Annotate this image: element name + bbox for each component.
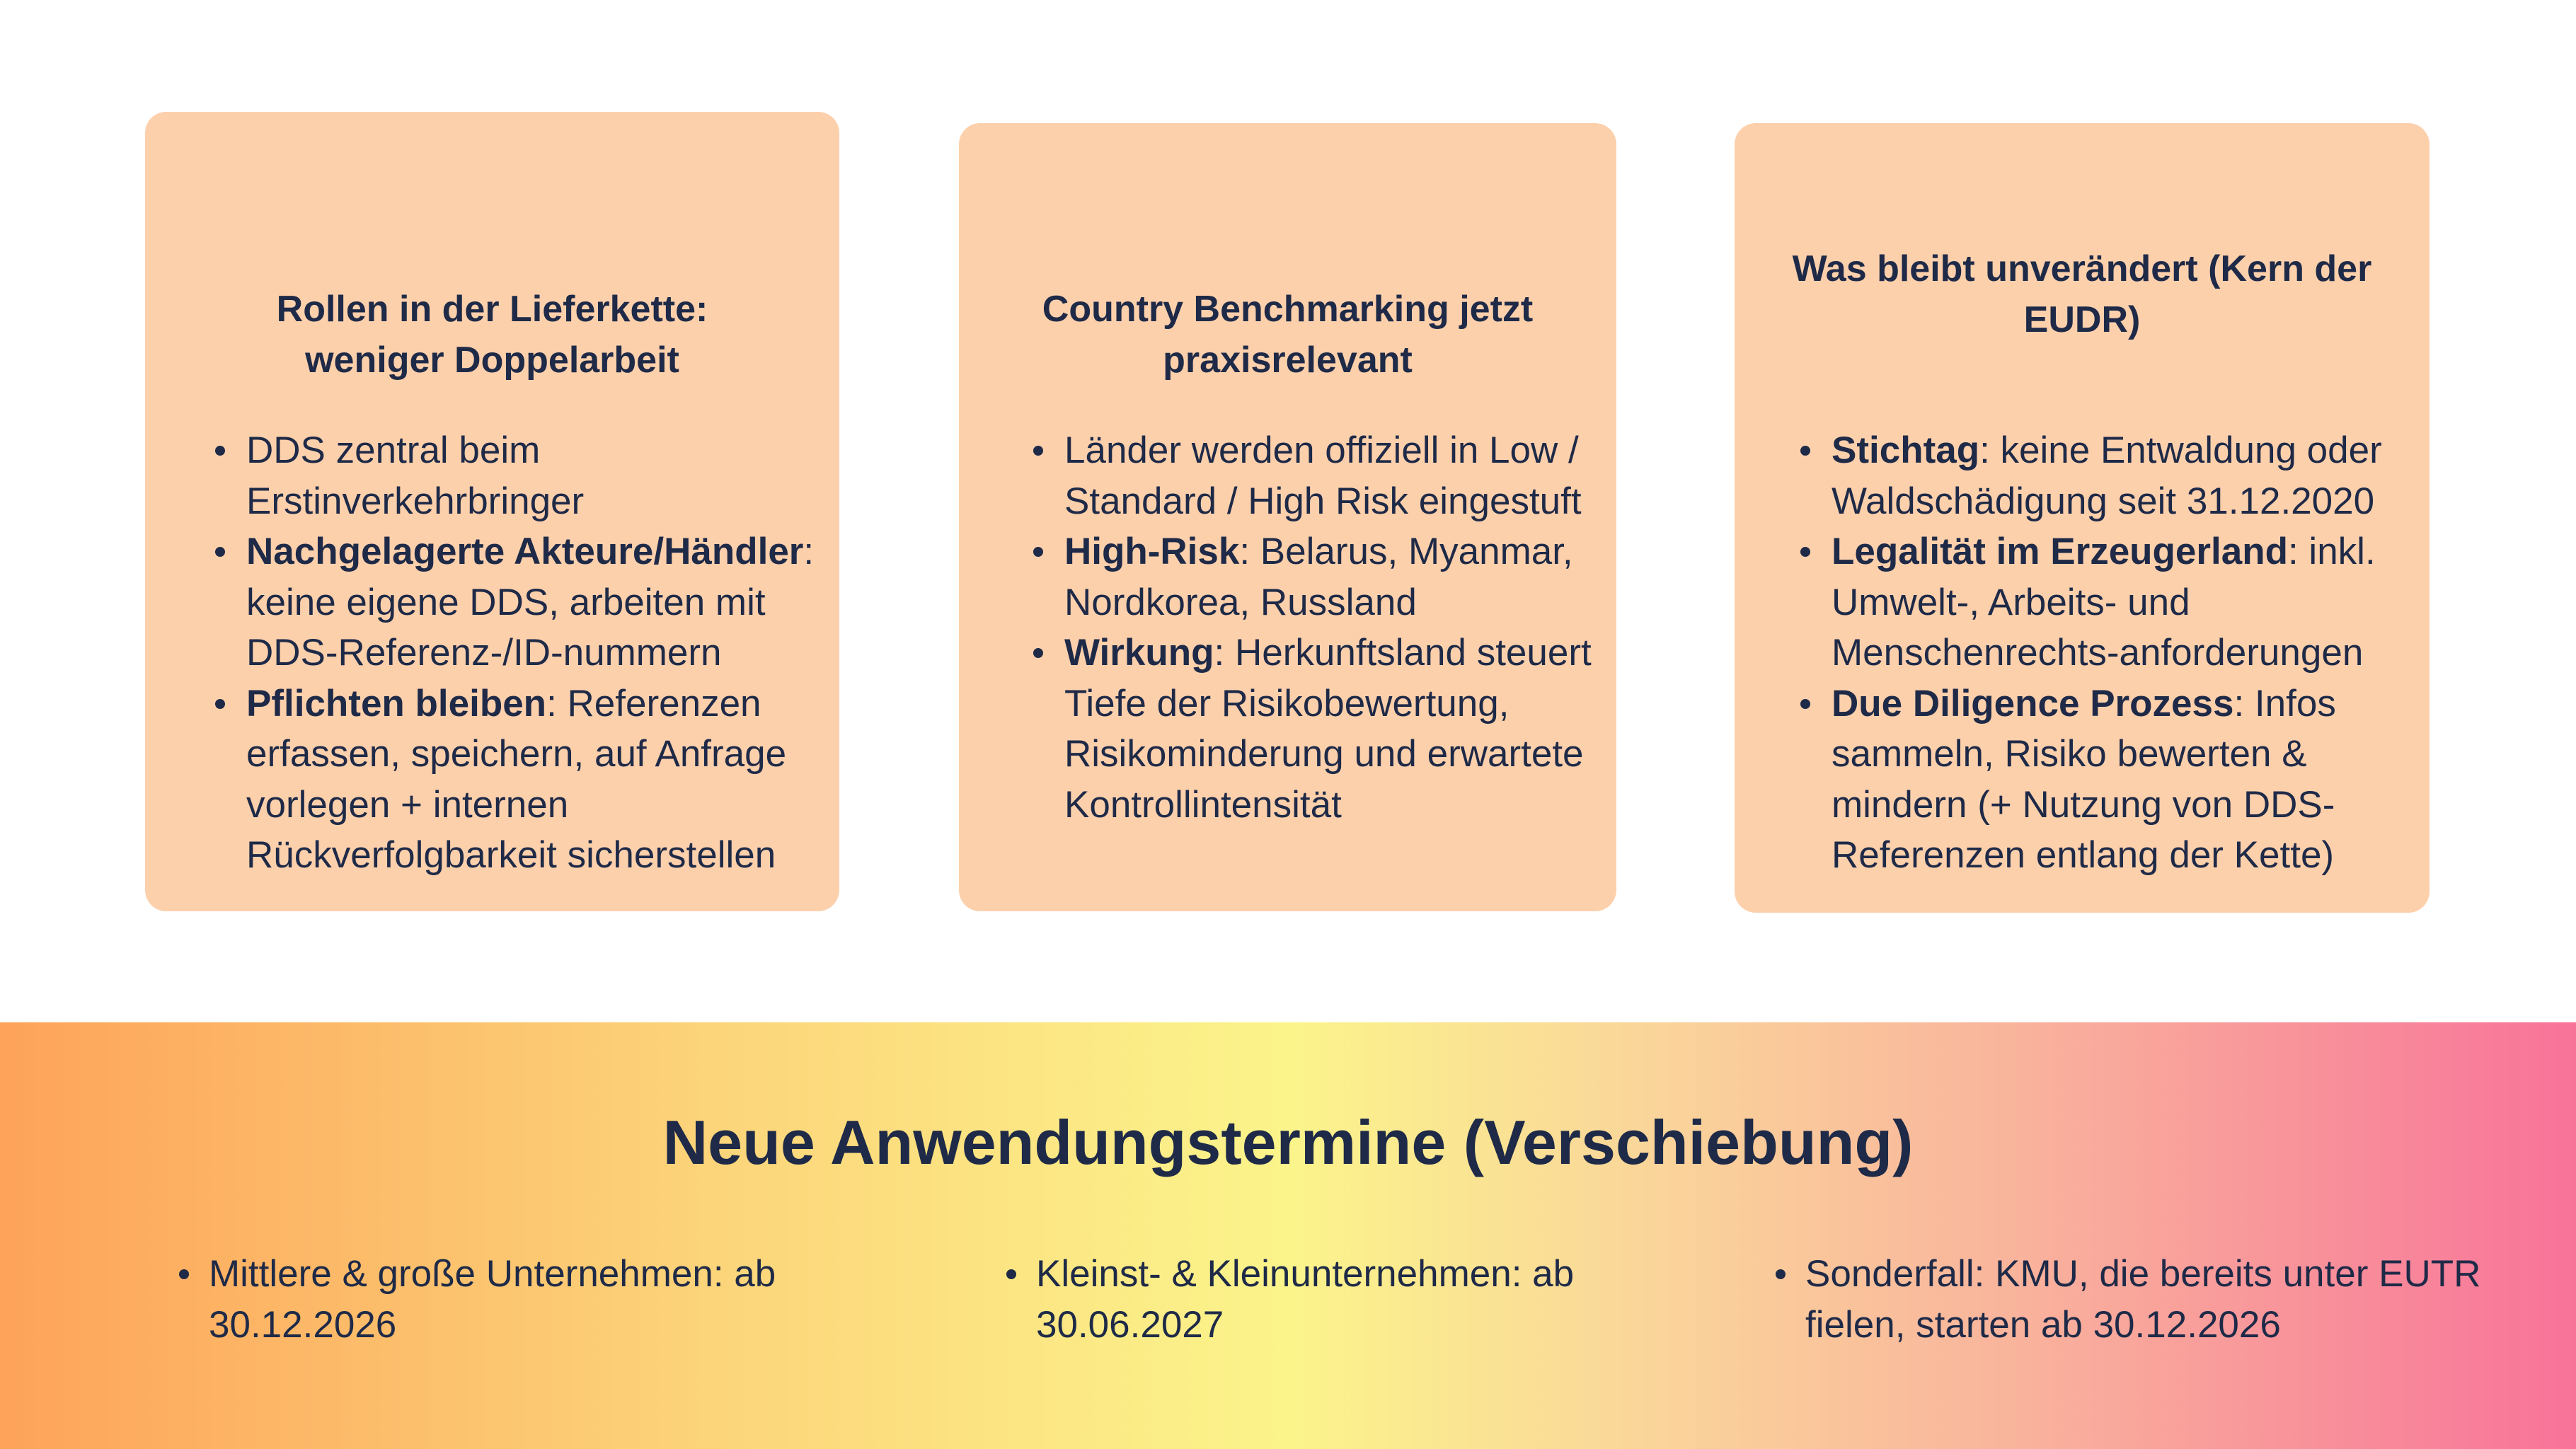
list-item [1832,526,2412,679]
deadline-item: Sonderfall: KMU, die bereits unter EUTR fielen, starten ab 30.12.2026 [1805,1249,2513,1351]
item-bold: High-Risk [1064,531,1240,572]
item-text: : Referenzen erfassen, speichern, auf Anfrage vorlegen + internen Rückverfolgbarkeit sicherstellen [246,682,787,876]
item-text: : Infos sammeln, Risiko bewerten & mindern (+ Nutzung von DDS-Referenzen entlang der Kette) [1832,682,2336,876]
item-text: Länder werden offiziell in Low / Standard / High Risk eingestuft [1064,429,1582,522]
item-text: : inkl. Umwelt-, Arbeits- und Menschenrechts-anforderungen [1832,531,2376,674]
card-country-benchmarking [959,123,1616,911]
list-item [1064,526,1609,628]
item-text: : keine Entwaldung oder Waldschädigung seit 31.12.2020 [1832,429,2382,522]
bullet-list [246,425,827,881]
item-bold: Wirkung [1064,632,1214,674]
item-text: DDS zentral beim Erstinverkehrbringer [246,429,585,522]
item-bold: Pflichten bleiben [246,682,547,724]
card-unchanged-core [1735,123,2430,913]
card-title: Country Benchmarking jetzt praxisrelevant [1042,289,1534,381]
item-bold: Due Diligence Prozess [1832,682,2234,724]
item-text: : Belarus, Myanmar, Nordkorea, Russland [1064,531,1573,623]
deadline-item: Kleinst- & Kleinunternehmen: ab 30.06.2027 [1036,1249,1673,1351]
deadline-column [1805,1249,2513,1351]
deadlines-band [0,1022,2576,1449]
list-item [246,526,827,679]
list-item [246,425,827,526]
list-item [1064,628,1609,830]
card-title: Was bleibt unverändert (Kern der EUDR) [1792,248,2372,340]
bullet-list [1064,425,1609,830]
card-supply-chain-roles [145,112,839,911]
deadlines-title: Neue Anwendungstermine (Verschiebung) [662,1107,1914,1177]
item-bold: Nachgelagerte Akteure/Händler [246,531,804,572]
list-item [1832,679,2412,881]
list-item [1064,425,1609,526]
deadline-item: Mittlere & große Unternehmen: ab 30.12.2026 [209,1249,846,1351]
list-item [246,679,827,881]
item-bold: Legalität im Erzeugerland [1832,531,2288,572]
bullet-list [1832,425,2412,881]
list-item [1832,425,2412,526]
deadline-column [209,1249,846,1351]
item-text: : Herkunftsland steuert Tiefe der Risikobewertung, Risikominderung und erwartete Kontrollintensität [1064,632,1592,826]
item-text: : keine eigene DDS, arbeiten mit DDS-Referenz-/ID-nummern [246,531,815,674]
item-bold: Stichtag [1832,429,1980,471]
card-title: Rollen in der Lieferkette: weniger Doppelarbeit [276,289,708,381]
deadline-column [1036,1249,1673,1351]
